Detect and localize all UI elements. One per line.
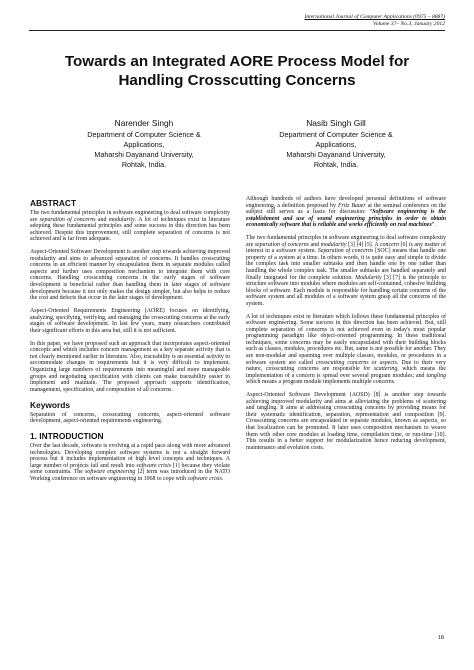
text-run: [1] because they violate some constraints. The [30, 462, 231, 476]
author-university: Maharshi Dayanand University, [286, 150, 386, 159]
emphasis-run: software engineering [85, 469, 136, 476]
text-run: which means a program module implements multiple concerns. [246, 379, 396, 386]
text-run: and [308, 241, 321, 248]
text-run: . [221, 476, 224, 482]
text-run: or [368, 359, 380, 366]
paper-title-line2: Handling Crosscutting Concerns [118, 72, 356, 89]
text-run: . A lot of techniques exist in literature adopting these fundamental principles and some success in this direction has been achieved. Despite this improvement, still complete separation of concerns is not achieved and is far from adequate. [30, 216, 230, 243]
author-department-cont: Applications, [123, 140, 165, 149]
journal-name: International Journal of Computer Applications (0975 – 8887) [304, 14, 445, 20]
text-run: at the seminal conference on the subject still serves as a basis for discussion: “ [246, 202, 447, 216]
emphasis-run: separation of concerns [39, 216, 96, 223]
abstract-paragraph-4: In this paper, we have proposed such an approach that incorporates aspect-oriented concepts and which includes concern management as a key separate activity that is not clearly mentioned earlier in literature. Also, traceability is an essential activity to accommodate changes in requirements but it is very difficult to implement. Organizing large numbers of requirements into meaningful and more manageable groups and negotiating specification with clients can make traceability easier to implement and maintain. The proposed approach supports identification, management, specification, and composition of all concerns. [30, 340, 230, 393]
emphasis-run: aspects [379, 359, 397, 366]
definition-quote: Software engineering is the establishment and use of sound engineering principles in order to obtain economically software that is reliable and works efficiently on real machines [246, 209, 447, 229]
abstract-paragraph-1 [30, 210, 230, 243]
text-run: The two fundamental principles in software engineering to deal software complexity are [30, 210, 230, 223]
text-run: Although hundreds of authors have developed personal definitions of software engineering, a definition proposed by [246, 196, 446, 209]
abstract-paragraph-3: Aspect-Oriented Requirements Engineering (AORE) focuses on identifying, analyzing, specifying, verifying, and managing the crosscutting concerns at the early stages of software development. In last few years, many researchers contributed their significant efforts in this area but, still it is not sufficient. [30, 308, 230, 334]
body-paragraph-3 [246, 314, 446, 386]
text-run: A lot of techniques exist in literature which follows these fundamental principles of software engineering. Some success in this direction has been achieved. But, still complete separation of concerns is not achieved even in today's most popular programming paradigm like object-oriented programming. In these traditional techniques, some concerns may be easily encapsulated with their building blocks such as classes, modules, procedures etc. But, same is not possible for another. They are non-modular and spanning over multiple classes, modules, or procedures in a software system are called [246, 313, 446, 366]
text-run: and [95, 216, 109, 223]
author-department: Department of Computer Science & [87, 130, 201, 139]
text-run: . Due to their very nature, crosscutting concerns are responsible for [246, 359, 446, 373]
emphasis-run: software crisis [187, 476, 222, 482]
text-run: [2] term was introduced in the NATO Working conference on software engineering in 1968 to cope with [30, 469, 230, 482]
author-location: Rohtak, India. [313, 160, 359, 169]
paper-title-line1: Towards an Integrated AORE Process Model for [64, 53, 410, 70]
abstract-heading: ABSTRACT [30, 198, 77, 208]
emphasis-run: crosscutting concerns [315, 359, 369, 366]
emphasis-run: tangling [426, 372, 446, 379]
introduction-paragraph-1 [30, 443, 230, 482]
emphasis-run: concern [379, 241, 399, 248]
emphasis-run: modularity [108, 216, 135, 223]
right-column [246, 196, 446, 451]
abstract-paragraph-2: Aspect-Oriented Software Development is another step towards achieving improved modularity and aims to advanced separation of concerns. It handles crosscutting concerns in an efficient manner by encapsulation them in separate modules called aspects and further uses composition mechanism to integrate them with core concerns. Handling crosscutting concerns in the early stages of software development is beneficial rather than handling them in later stages of software development because it not only makes the design simpler, but also helps to reduce the cost and defects that occur in the later stages of development. [30, 249, 230, 302]
body-paragraph-2 [246, 235, 446, 307]
author-department-cont: Applications, [315, 140, 357, 149]
introduction-heading: 1. INTRODUCTION [30, 431, 104, 442]
keywords-heading: Keywords [30, 399, 71, 410]
text-run: The two fundamental principles in software engineering to deal software complexity are [246, 235, 446, 248]
author-name: Narender Singh [114, 118, 174, 128]
text-run: ”. [431, 222, 436, 229]
text-run: Over the last decade, software is evolving at a rapid pace along with more advanced technologies. Developing complex software systems is not a straight forward process but it includes implementation of high level concepts and techniques. A large number of projects fail and result into [30, 443, 230, 469]
text-run: [3] [7] is the principle to structure software into modules where modules are self-contained, cohesive building blocks of software. Each module is responsible for handling certain concerns of the software system and all modules of a software system grasp all the concerns of the system. [246, 274, 447, 307]
author-university: Maharshi Dayanand University, [94, 150, 194, 159]
body-paragraph-1 [246, 196, 446, 229]
emphasis-run: modularity [320, 241, 347, 248]
journal-header [304, 14, 445, 28]
journal-volume: Volume 37– No.3, January 2012 [372, 21, 445, 27]
text-run: [3] [4] [5]. A [346, 241, 380, 248]
paper-title [20, 52, 454, 90]
author-department: Department of Computer Science & [279, 130, 393, 139]
author-block-2 [256, 118, 416, 170]
author-block-1 [64, 118, 224, 170]
left-column [30, 196, 230, 483]
page-number: 18 [437, 634, 444, 641]
text-run: [6] is any matter of interest in a software system. [246, 241, 447, 255]
emphasis-run: scattering [373, 366, 398, 373]
author-name: Nasib Singh Gill [306, 118, 366, 128]
text-run: [SOC] means that handle one property of a system at a time. In others words, it is quite easy and simple to divide the complex task into smaller subtasks and then handle one by one rather than handling the whole complex task. The smaller subtasks are handled separately and finally integrated for the complete solution. [246, 248, 446, 281]
emphasis-run: Separation of concerns [317, 248, 374, 255]
author-location: Rohtak, India. [121, 160, 167, 169]
emphasis-run: software crisis [136, 462, 172, 469]
emphasis-run: separation of concerns [254, 241, 309, 248]
body-paragraph-4: Aspect-Oriented Software Development (AOSD) [8] is another step towards achieving improved modularity and aims at alleviating the problems of scattering and tangling. It aims at addressing crosscutting concerns by providing means for their systematic identification, separation, representation and composition [9]. Crosscutting concerns are encapsulated in separate modules, known as aspects, so that localization can be promoted. It later uses composition mechanism to weave them with other core modules at loading time, compilation time, or run-time [10]. This results in a better support for modularization hence reducing development, maintenance and evolution costs. [246, 392, 446, 451]
keywords-text: Separation of concerns, crosscutting concerns, aspect-oriented software development, aspect-oriented requirements engineering. [30, 411, 230, 425]
emphasis-run: Modularity [355, 274, 382, 281]
text-run: , which means the implementation of a concern is spread over several program modules; and [246, 366, 446, 379]
header-divider [29, 30, 445, 31]
emphasis-run: Fritz Bauer [337, 202, 366, 209]
